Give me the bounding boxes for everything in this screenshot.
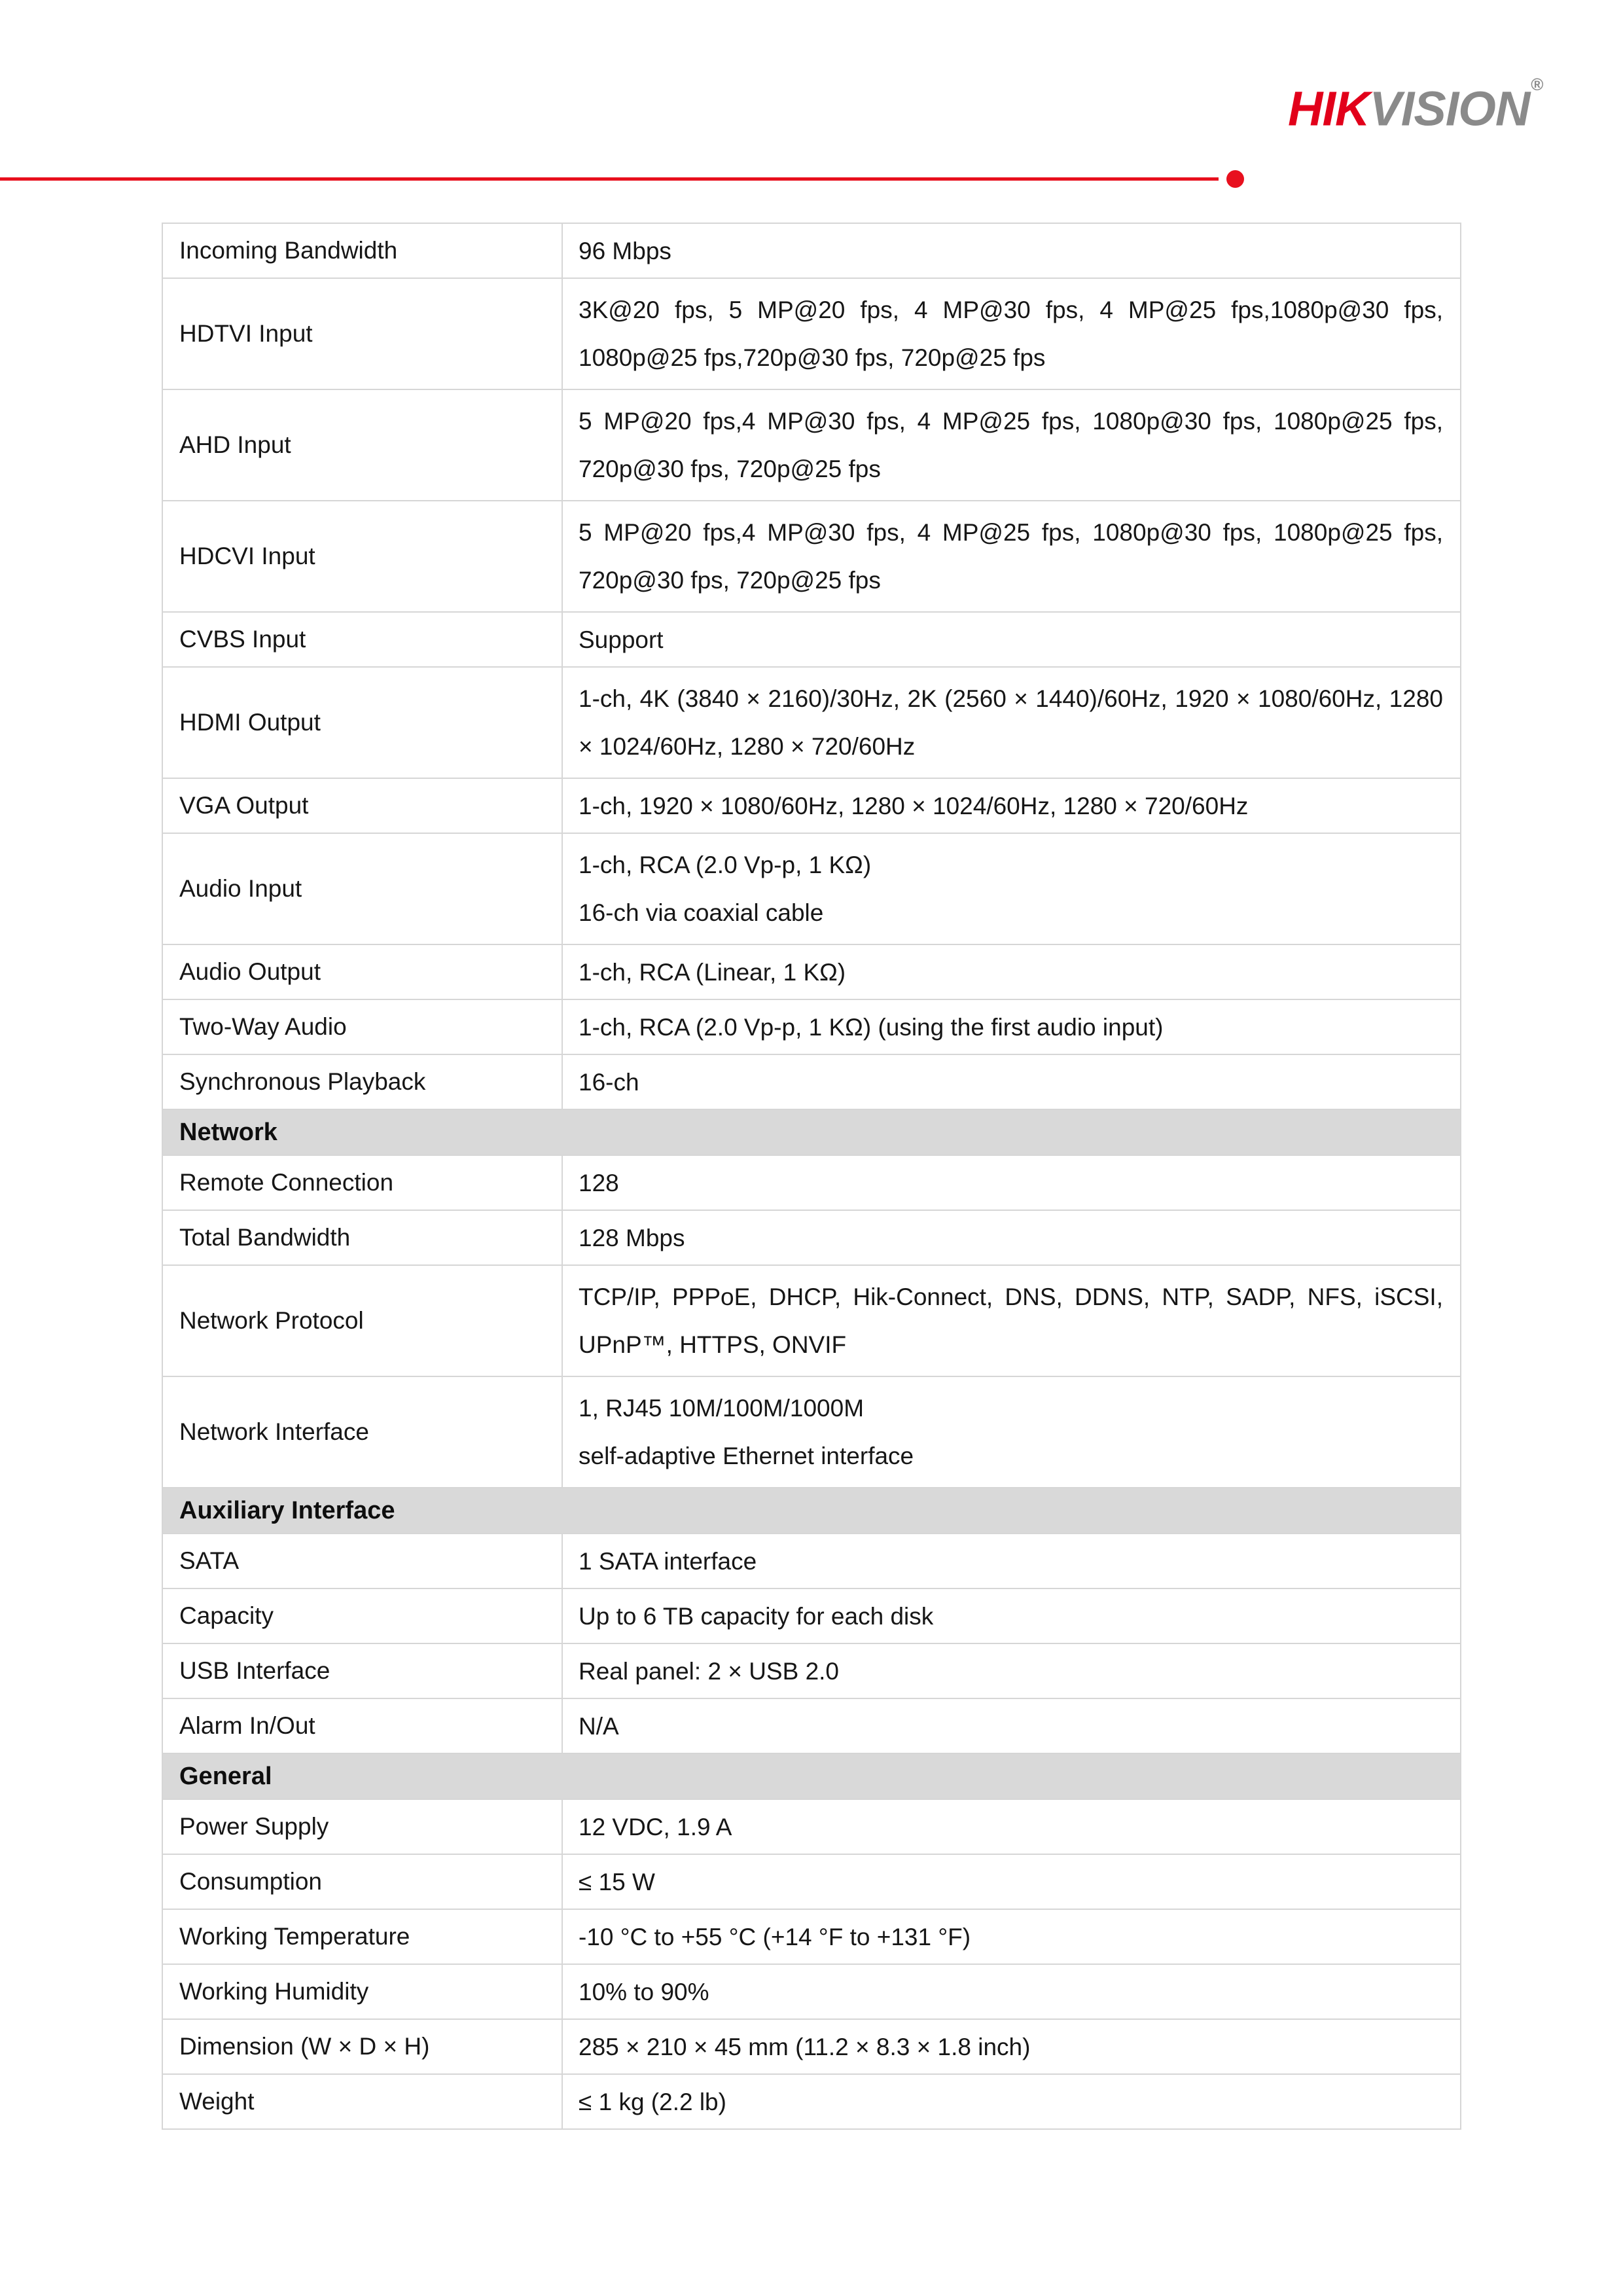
spec-row bbox=[163, 668, 1460, 779]
spec-row bbox=[163, 1156, 1460, 1211]
spec-value bbox=[563, 1534, 1460, 1588]
spec-label: CVBS Input bbox=[163, 613, 563, 666]
section-header-row bbox=[163, 1754, 1460, 1800]
spec-row bbox=[163, 945, 1460, 1000]
spec-value bbox=[563, 613, 1460, 666]
spec-row bbox=[163, 501, 1460, 613]
spec-value bbox=[563, 1000, 1460, 1054]
spec-value bbox=[563, 501, 1460, 611]
spec-value-text: 1-ch, RCA (Linear, 1 KΩ) bbox=[579, 958, 846, 986]
spec-value bbox=[563, 1156, 1460, 1210]
spec-row bbox=[163, 1534, 1460, 1589]
spec-row bbox=[163, 1965, 1460, 2020]
spec-value-text: 1-ch, 1920 × 1080/60Hz, 1280 × 1024/60Hz, 1280 × 720/60Hz bbox=[579, 792, 1249, 819]
spec-value bbox=[563, 1644, 1460, 1698]
spec-label: Two-Way Audio bbox=[163, 1000, 563, 1054]
spec-label: Weight bbox=[163, 2075, 563, 2128]
spec-value-text: 285 × 210 × 45 mm (11.2 × 8.3 × 1.8 inch) bbox=[579, 2033, 1031, 2060]
spec-value-text: 5 MP@20 fps,4 MP@30 fps, 4 MP@25 fps, 1080p@30 fps, 1080p@25 fps, 720p@30 fps, 720p@25 fps bbox=[579, 408, 1443, 482]
spec-row bbox=[163, 224, 1460, 279]
spec-label: Dimension (W × D × H) bbox=[163, 2020, 563, 2073]
spec-value bbox=[563, 1965, 1460, 2018]
spec-label: Synchronous Playback bbox=[163, 1055, 563, 1109]
red-divider-line bbox=[0, 177, 1219, 181]
spec-label: HDMI Output bbox=[163, 668, 563, 778]
spec-label: USB Interface bbox=[163, 1644, 563, 1698]
specification-table bbox=[162, 223, 1461, 2130]
spec-value-text: Support bbox=[579, 626, 664, 653]
spec-value-text: ≤ 15 W bbox=[579, 1868, 655, 1895]
section-title: Auxiliary Interface bbox=[179, 1496, 395, 1524]
spec-value-line: 16-ch via coaxial cable bbox=[579, 899, 824, 926]
spec-row bbox=[163, 1800, 1460, 1855]
spec-label: Network Protocol bbox=[163, 1266, 563, 1376]
spec-value bbox=[563, 668, 1460, 778]
spec-value-line: 1, RJ45 10M/100M/1000M bbox=[579, 1395, 865, 1422]
logo-vision-text: VISION bbox=[1369, 81, 1530, 136]
spec-value bbox=[563, 390, 1460, 500]
spec-label: Consumption bbox=[163, 1855, 563, 1909]
spec-label: Total Bandwidth bbox=[163, 1211, 563, 1265]
spec-value bbox=[563, 945, 1460, 999]
spec-label: SATA bbox=[163, 1534, 563, 1588]
spec-value-text: 96 Mbps bbox=[579, 237, 671, 264]
spec-row bbox=[163, 2020, 1460, 2075]
spec-label: AHD Input bbox=[163, 390, 563, 500]
spec-value-text: TCP/IP, PPPoE, DHCP, Hik-Connect, DNS, DDNS, NTP, SADP, NFS, iSCSI, UPnP™, HTTPS, ONVIF bbox=[579, 1283, 1443, 1358]
spec-value bbox=[563, 1855, 1460, 1909]
spec-row bbox=[163, 1589, 1460, 1644]
spec-value-text: 16-ch bbox=[579, 1068, 639, 1096]
spec-value-text: 1-ch, RCA (2.0 Vp-p, 1 KΩ) (using the first audio input) bbox=[579, 1013, 1164, 1041]
spec-row bbox=[163, 1055, 1460, 1110]
spec-value bbox=[563, 1699, 1460, 1753]
spec-label: Incoming Bandwidth bbox=[163, 224, 563, 278]
spec-value-text: 128 bbox=[579, 1169, 619, 1196]
spec-row bbox=[163, 1377, 1460, 1488]
spec-label: Network Interface bbox=[163, 1377, 563, 1487]
red-divider-dot-icon bbox=[1226, 170, 1244, 188]
spec-value bbox=[563, 1055, 1460, 1109]
spec-value bbox=[563, 1266, 1460, 1376]
spec-value-text: -10 °C to +55 °C (+14 °F to +131 °F) bbox=[579, 1923, 971, 1950]
spec-value bbox=[563, 1800, 1460, 1854]
spec-value bbox=[563, 2075, 1460, 2128]
spec-value bbox=[563, 1377, 1460, 1487]
spec-value-text: 3K@20 fps, 5 MP@20 fps, 4 MP@30 fps, 4 MP@25 fps,1080p@30 fps, 1080p@25 fps,720p@30 fps, 720p@25 fps bbox=[579, 296, 1443, 371]
spec-value bbox=[563, 1589, 1460, 1643]
spec-value bbox=[563, 834, 1460, 944]
spec-label: Power Supply bbox=[163, 1800, 563, 1854]
spec-value bbox=[563, 279, 1460, 389]
spec-label: HDTVI Input bbox=[163, 279, 563, 389]
spec-value-text: 128 Mbps bbox=[579, 1224, 685, 1251]
spec-row bbox=[163, 1699, 1460, 1754]
spec-row bbox=[163, 1211, 1460, 1266]
spec-label: HDCVI Input bbox=[163, 501, 563, 611]
spec-label: VGA Output bbox=[163, 779, 563, 833]
section-header-row bbox=[163, 1110, 1460, 1156]
spec-value-text: 12 VDC, 1.9 A bbox=[579, 1813, 732, 1840]
spec-value bbox=[563, 2020, 1460, 2073]
spec-value-text: N/A bbox=[579, 1712, 619, 1740]
spec-value bbox=[563, 224, 1460, 278]
spec-row bbox=[163, 279, 1460, 390]
spec-row bbox=[163, 1644, 1460, 1699]
spec-value-text: 1 SATA interface bbox=[579, 1547, 757, 1575]
spec-label: Working Humidity bbox=[163, 1965, 563, 2018]
spec-value-text: 10% to 90% bbox=[579, 1978, 709, 2005]
spec-label: Working Temperature bbox=[163, 1910, 563, 1964]
spec-value-text: Real panel: 2 × USB 2.0 bbox=[579, 1657, 840, 1685]
spec-value-text: 5 MP@20 fps,4 MP@30 fps, 4 MP@25 fps, 1080p@30 fps, 1080p@25 fps, 720p@30 fps, 720p@25 fps bbox=[579, 519, 1443, 594]
spec-row bbox=[163, 2075, 1460, 2128]
spec-label: Remote Connection bbox=[163, 1156, 563, 1210]
section-header-row bbox=[163, 1488, 1460, 1534]
hikvision-logo bbox=[1288, 73, 1544, 136]
spec-row bbox=[163, 1910, 1460, 1965]
spec-label: Audio Input bbox=[163, 834, 563, 944]
spec-row bbox=[163, 1000, 1460, 1055]
registered-trademark-icon: ® bbox=[1531, 75, 1544, 94]
spec-value-text: 1-ch, 4K (3840 × 2160)/30Hz, 2K (2560 × 1440)/60Hz, 1920 × 1080/60Hz, 1280 × 1024/60Hz, 1280 × 720/60Hz bbox=[579, 685, 1443, 760]
spec-value-text: Up to 6 TB capacity for each disk bbox=[579, 1602, 934, 1630]
spec-row bbox=[163, 613, 1460, 668]
logo-hik-text: HIK bbox=[1288, 81, 1370, 136]
spec-value-text: ≤ 1 kg (2.2 lb) bbox=[579, 2088, 726, 2115]
section-title: Network bbox=[179, 1118, 277, 1146]
spec-label: Capacity bbox=[163, 1589, 563, 1643]
spec-row bbox=[163, 834, 1460, 945]
section-title: General bbox=[179, 1762, 272, 1790]
spec-value-line: self-adaptive Ethernet interface bbox=[579, 1443, 914, 1469]
spec-value bbox=[563, 779, 1460, 833]
spec-label: Alarm In/Out bbox=[163, 1699, 563, 1753]
spec-value bbox=[563, 1211, 1460, 1265]
spec-row bbox=[163, 1266, 1460, 1377]
spec-row bbox=[163, 1855, 1460, 1910]
spec-row bbox=[163, 779, 1460, 834]
spec-label: Audio Output bbox=[163, 945, 563, 999]
spec-row bbox=[163, 390, 1460, 501]
spec-value bbox=[563, 1910, 1460, 1964]
spec-value-line: 1-ch, RCA (2.0 Vp-p, 1 KΩ) bbox=[579, 852, 872, 878]
